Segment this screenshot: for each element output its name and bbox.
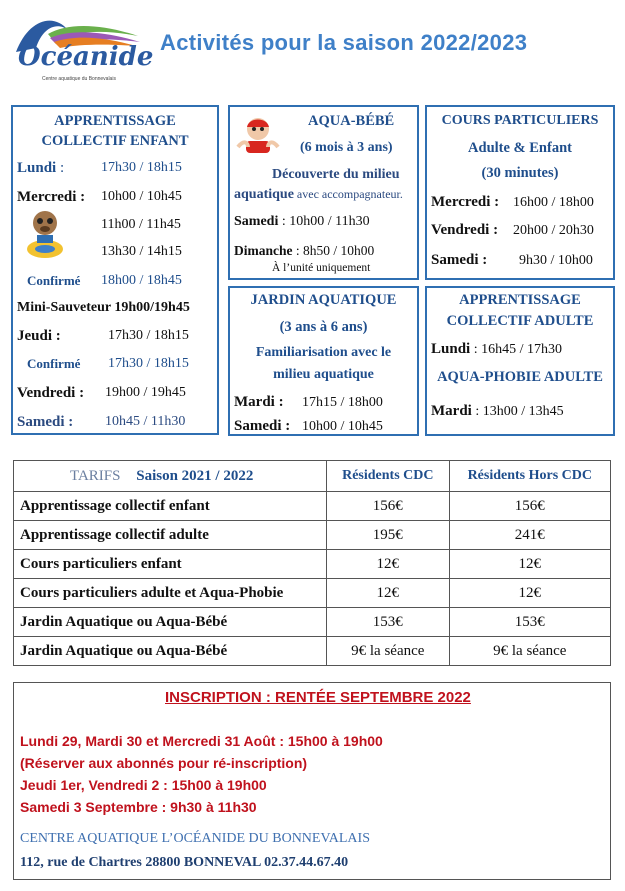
- box2-row2: Dimanche : 8h50 / 10h00: [234, 243, 375, 258]
- day-label: Samedi :: [431, 252, 488, 268]
- row-value: 195€: [327, 521, 450, 550]
- time-label: 13h30 / 14h15: [101, 244, 182, 259]
- box-jardin-aquatique: [228, 286, 419, 436]
- time-label: 17h30 / 18h15: [101, 160, 182, 175]
- time-label: 16h00 / 18h00: [513, 195, 594, 210]
- baby-swimmer-icon: [236, 115, 280, 159]
- day-label: Mardi :: [234, 394, 284, 410]
- box1-title2: COLLECTIF ENFANT: [41, 133, 189, 149]
- day-label: Vendredi :: [17, 385, 85, 401]
- box-cours-particuliers: [425, 105, 615, 280]
- row-value: 156€: [327, 492, 450, 521]
- table-row: [14, 637, 611, 666]
- time-label: 9h30 / 10h00: [519, 253, 593, 268]
- time-label: 17h15 / 18h00: [302, 395, 383, 410]
- tarifs-table: [13, 460, 611, 666]
- time-label: 10h00 / 10h45: [101, 189, 182, 204]
- box4-desc2: milieu aquatique: [273, 367, 374, 382]
- box1-title1: APPRENTISSAGE: [54, 113, 176, 129]
- box5-row2: Mardi : 13h00 / 13h45: [431, 403, 564, 419]
- row-label: Jardin Aquatique ou Aqua-Bébé: [14, 608, 327, 637]
- dog-swimmer-icon: [23, 207, 67, 265]
- box5-title3: AQUA-PHOBIE ADULTE: [437, 369, 603, 385]
- time-label: 11h00 / 11h45: [101, 217, 181, 232]
- box2-row1: Samedi : 10h00 / 11h30: [234, 214, 370, 229]
- inscription-line: (Réserver aux abonnés pour ré-inscription): [20, 755, 308, 771]
- tarifs-header: TARIFS Saison 2021 / 2022: [14, 461, 327, 492]
- table-row: [14, 579, 611, 608]
- box-apprentissage-adulte: [425, 286, 615, 436]
- row-label: Jardin Aquatique ou Aqua-Bébé: [14, 637, 327, 666]
- time-label: 17h30 / 18h15: [108, 356, 189, 371]
- row-value: 156€: [449, 492, 610, 521]
- day-label: Jeudi :: [17, 328, 61, 344]
- box2-title: AQUA-BÉBÉ: [308, 113, 395, 129]
- box3-title: COURS PARTICULIERS: [441, 113, 599, 128]
- center-name: CENTRE AQUATIQUE L’OCÉANIDE DU BONNEVALAIS: [20, 831, 370, 846]
- box4-subtitle: (3 ans à 6 ans): [279, 319, 368, 335]
- box2-note: À l’unité uniquement: [272, 262, 371, 274]
- row-value: 12€: [449, 579, 610, 608]
- confirme-label: Confirmé: [27, 356, 81, 371]
- day-label: Mercredi :: [431, 194, 500, 210]
- row-value: 153€: [449, 608, 610, 637]
- box2-desc2: aquatique avec accompagnateur.: [234, 187, 403, 202]
- day-label: Vendredi :: [431, 222, 499, 238]
- row-label: Apprentissage collectif enfant: [14, 492, 327, 521]
- logo: [8, 12, 154, 82]
- box4-desc1: Familiarisation avec le: [255, 345, 392, 360]
- time-label: 19h00 / 19h45: [105, 385, 186, 400]
- table-header-row: [14, 461, 611, 492]
- box-apprentissage-enfant: [11, 105, 219, 435]
- inscription-title: INSCRIPTION : RENTÉE SEPTEMBRE 2022: [165, 689, 471, 706]
- row-label: Apprentissage collectif adulte: [14, 521, 327, 550]
- row-value: 12€: [327, 550, 450, 579]
- row-value: 12€: [449, 550, 610, 579]
- box3-sub1: Adulte & Enfant: [468, 140, 572, 156]
- page-title: Activités pour la saison 2022/2023: [160, 30, 528, 55]
- row-value: 9€ la séance: [449, 637, 610, 666]
- logo-tagline: Centre aquatique du Bonnevalais: [42, 76, 116, 82]
- confirme-label: Confirmé: [27, 273, 81, 288]
- table-row: [14, 492, 611, 521]
- box5-row1: Lundi : 16h45 / 17h30: [431, 341, 562, 357]
- row-value: 9€ la séance: [327, 637, 450, 666]
- logo-name: Océanide: [18, 42, 154, 72]
- day-label: Mercredi :: [17, 189, 86, 205]
- box2-desc1: Découverte du milieu: [272, 167, 400, 182]
- day-label: Lundi :: [17, 160, 65, 176]
- box-aqua-bebe: [228, 105, 419, 280]
- center-address: 112, rue de Chartres 28800 BONNEVAL 02.37.44.67.40: [20, 855, 349, 870]
- row-value: 12€: [327, 579, 450, 608]
- day-label: Samedi :: [234, 418, 291, 434]
- col-residents-cdc: Résidents CDC: [327, 461, 450, 492]
- box5-title2: COLLECTIF ADULTE: [446, 313, 594, 329]
- time-label: 10h45 / 11h30: [105, 414, 186, 429]
- table-row: [14, 608, 611, 637]
- box4-title: JARDIN AQUATIQUE: [250, 292, 397, 308]
- box2-subtitle: (6 mois à 3 ans): [300, 140, 393, 155]
- inscription-line: Lundi 29, Mardi 30 et Mercredi 31 Août : 15h00 à 19h00: [20, 733, 383, 749]
- inscription-line: Jeudi 1er, Vendredi 2 : 15h00 à 19h00: [20, 777, 267, 793]
- time-label: 17h30 / 18h15: [108, 328, 189, 343]
- mini-sauveteur-label: Mini-Sauveteur 19h00/19h45: [17, 300, 190, 315]
- time-label: 10h00 / 10h45: [302, 419, 383, 434]
- row-value: 241€: [449, 521, 610, 550]
- row-label: Cours particuliers adulte et Aqua-Phobie: [14, 579, 327, 608]
- day-label: Samedi :: [17, 414, 74, 430]
- time-label: 18h00 / 18h45: [101, 273, 182, 288]
- row-value: 153€: [327, 608, 450, 637]
- table-row: [14, 550, 611, 579]
- table-row: [14, 521, 611, 550]
- col-residents-hors-cdc: Résidents Hors CDC: [449, 461, 610, 492]
- row-label: Cours particuliers enfant: [14, 550, 327, 579]
- inscription-box: [13, 682, 611, 880]
- box5-title1: APPRENTISSAGE: [459, 292, 581, 308]
- inscription-line: Samedi 3 Septembre : 9h30 à 11h30: [20, 799, 257, 815]
- box3-sub2: (30 minutes): [481, 165, 559, 181]
- time-label: 20h00 / 20h30: [513, 223, 594, 238]
